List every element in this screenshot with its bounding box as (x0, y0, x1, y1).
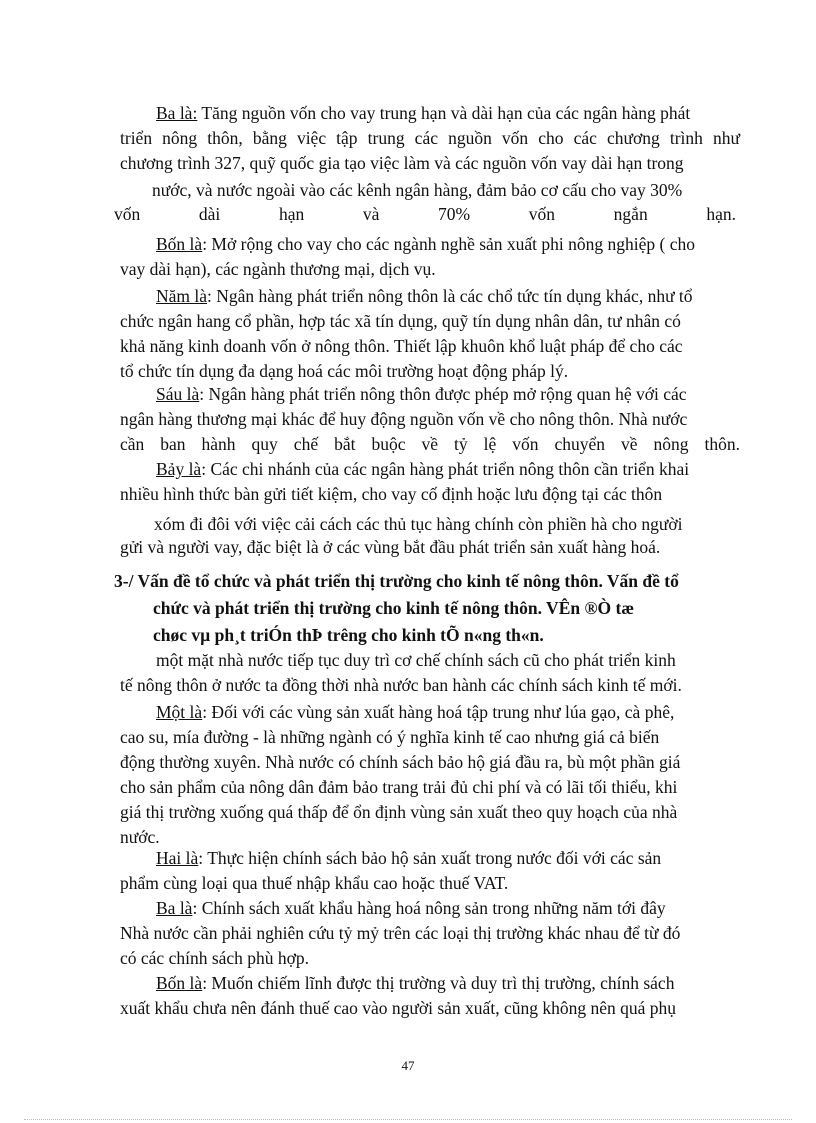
paragraph-bon-la-2 (120, 971, 740, 1021)
text-line: nước, và nước ngoài vào các kênh ngân hàng, đảm bảo cơ cấu cho vay 30% (152, 180, 683, 200)
text-line: vay dài hạn), các ngành thương mại, dịch vụ. (120, 259, 436, 279)
text-line: nhiều hình thức bàn gửi tiết kiệm, cho vay cố định hoặc lưu động tại các thôn (120, 484, 663, 504)
text-line: ngân hàng thương mại khác để huy động nguồn vốn về cho nông thôn. Nhà nước (120, 409, 688, 429)
paragraph-label: Bảy là (156, 459, 202, 479)
heading-line: chøc vµ ph¸t triÓn thÞ trêng cho kinh tÕ n«ng th«n. (153, 625, 544, 645)
paragraph-ba-la-cont (152, 178, 740, 203)
text-line: Nhà nước cần phải nghiên cứu tỷ mỷ trên các loại thị trường khác nhau để từ đó (120, 923, 681, 943)
text-line: : Thực hiện chính sách bảo hộ sản xuất trong nước đối với các sản (198, 848, 662, 868)
paragraph-intro (120, 648, 740, 698)
paragraph-ba-la (120, 101, 740, 176)
paragraph-label: Ba là: (156, 103, 198, 123)
paragraph-ba-la-2 (120, 896, 740, 971)
text-line: xóm đi đôi với việc cải cách các thủ tục hàng chính còn phiền hà cho người (154, 514, 683, 534)
text-line: tế nông thôn ở nước ta đồng thời nhà nước ban hành các chính sách kinh tế mới. (120, 675, 682, 695)
text-line: Tăng nguồn vốn cho vay trung hạn và dài hạn của các ngân hàng phát (201, 103, 691, 123)
paragraph-bay-la-cont (154, 512, 740, 537)
text-line: : Ngân hàng phát triển nông thôn được phép mở rộng quan hệ với các (199, 384, 687, 404)
paragraph-label: Hai là (156, 848, 199, 868)
text-line: giá thị trường xuống quá thấp để ổn định vùng sản xuất theo quy hoạch của nhà (120, 802, 678, 822)
paragraph-bon-la (120, 232, 740, 282)
paragraph-bay-la (120, 457, 740, 507)
text-line: : Ngân hàng phát triển nông thôn là các chổ tức tín dụng khác, như tổ (207, 286, 693, 306)
text-line: nước. (120, 827, 160, 847)
text-line: : Mở rộng cho vay cho các ngành nghề sản xuất phi nông nghiệp ( cho (202, 234, 695, 254)
page-number: 47 (401, 1058, 415, 1073)
text-line: tổ chức tín dụng đa dạng hoá các môi trường hoạt động pháp lý. (120, 361, 569, 381)
heading-line: 3-/ Vấn đề tổ chức và phát triển thị trường cho kinh tế nông thôn. Vấn đề tổ (114, 571, 679, 591)
text-line: động thường xuyên. Nhà nước có chính sách bảo hộ giá đầu ra, bù một phần giá (120, 752, 681, 772)
paragraph-label: Ba là (156, 898, 193, 918)
text-line: khả năng kinh doanh vốn ở nông thôn. Thiết lập khuôn khổ luật pháp để cho các (120, 336, 683, 356)
paragraph-ba-la-last (114, 202, 736, 227)
paragraph-label: Một là (156, 702, 203, 722)
text-line: : Đối với các vùng sản xuất hàng hoá tập trung như lúa gạo, cà phê, (202, 702, 675, 722)
text-line: xuất khẩu chưa nên đánh thuế cao vào người sản xuất, cũng không nên quá phụ (120, 998, 676, 1018)
text-line: vốn dài hạn và 70% vốn ngắn hạn. (114, 204, 736, 224)
text-line: gửi và người vay, đặc biệt là ở các vùng bắt đầu phát triển sản xuất hàng hoá. (120, 537, 661, 557)
paragraph-label: Bốn là (156, 234, 203, 254)
paragraph-mot-la (120, 700, 740, 850)
text-line: cao su, mía đường - là những ngành có ý nghĩa kinh tế cao nhưng giá cả biến (120, 727, 660, 747)
paragraph-hai-la (120, 846, 740, 896)
text-line: một mặt nhà nước tiếp tục duy trì cơ chế chính sách cũ cho phát triển kinh (156, 650, 676, 670)
paragraph-label: Sáu là (156, 384, 200, 404)
page-bottom-divider (24, 1119, 792, 1120)
text-line: : Các chi nhánh của các ngân hàng phát triển nông thôn cần triển khai (201, 459, 690, 479)
text-line: : Muốn chiếm lĩnh được thị trường và duy trì thị trường, chính sách (202, 973, 675, 993)
paragraph-bay-la-last (120, 535, 740, 560)
text-line: có các chính sách phù hợp. (120, 948, 310, 968)
heading-line: chức và phát triển thị trường cho kinh tế nông thôn. VÊn ®Ò tæ (153, 598, 635, 618)
paragraph-nam-la (120, 284, 740, 384)
text-line: : Chính sách xuất khẩu hàng hoá nông sản trong những năm tới đây (192, 898, 666, 918)
paragraph-label: Năm là (156, 286, 208, 306)
section-heading (114, 568, 754, 649)
text-line: chương trình 327, quỹ quốc gia tạo việc làm và các nguồn vốn vay dài hạn trong (120, 153, 684, 173)
text-line: phẩm cùng loại qua thuế nhập khẩu cao hoặc thuế VAT. (120, 873, 509, 893)
text-line: cần ban hành quy chế bắt buộc về tỷ lệ vốn chuyển về nông thôn. (120, 434, 740, 454)
text-line: cho sản phẩm của nông dân đảm bảo trang trải đủ chi phí và có lãi tối thiểu, khi (120, 777, 678, 797)
text-line: chức ngân hang cổ phần, hợp tác xã tín dụng, quỹ tín dụng nhân dân, tư nhân có (120, 311, 681, 331)
paragraph-label: Bốn là (156, 973, 203, 993)
text-line: triển nông thôn, bằng việc tập trung các nguồn vốn cho các chương trình như (120, 128, 740, 148)
paragraph-sau-la (120, 382, 740, 457)
